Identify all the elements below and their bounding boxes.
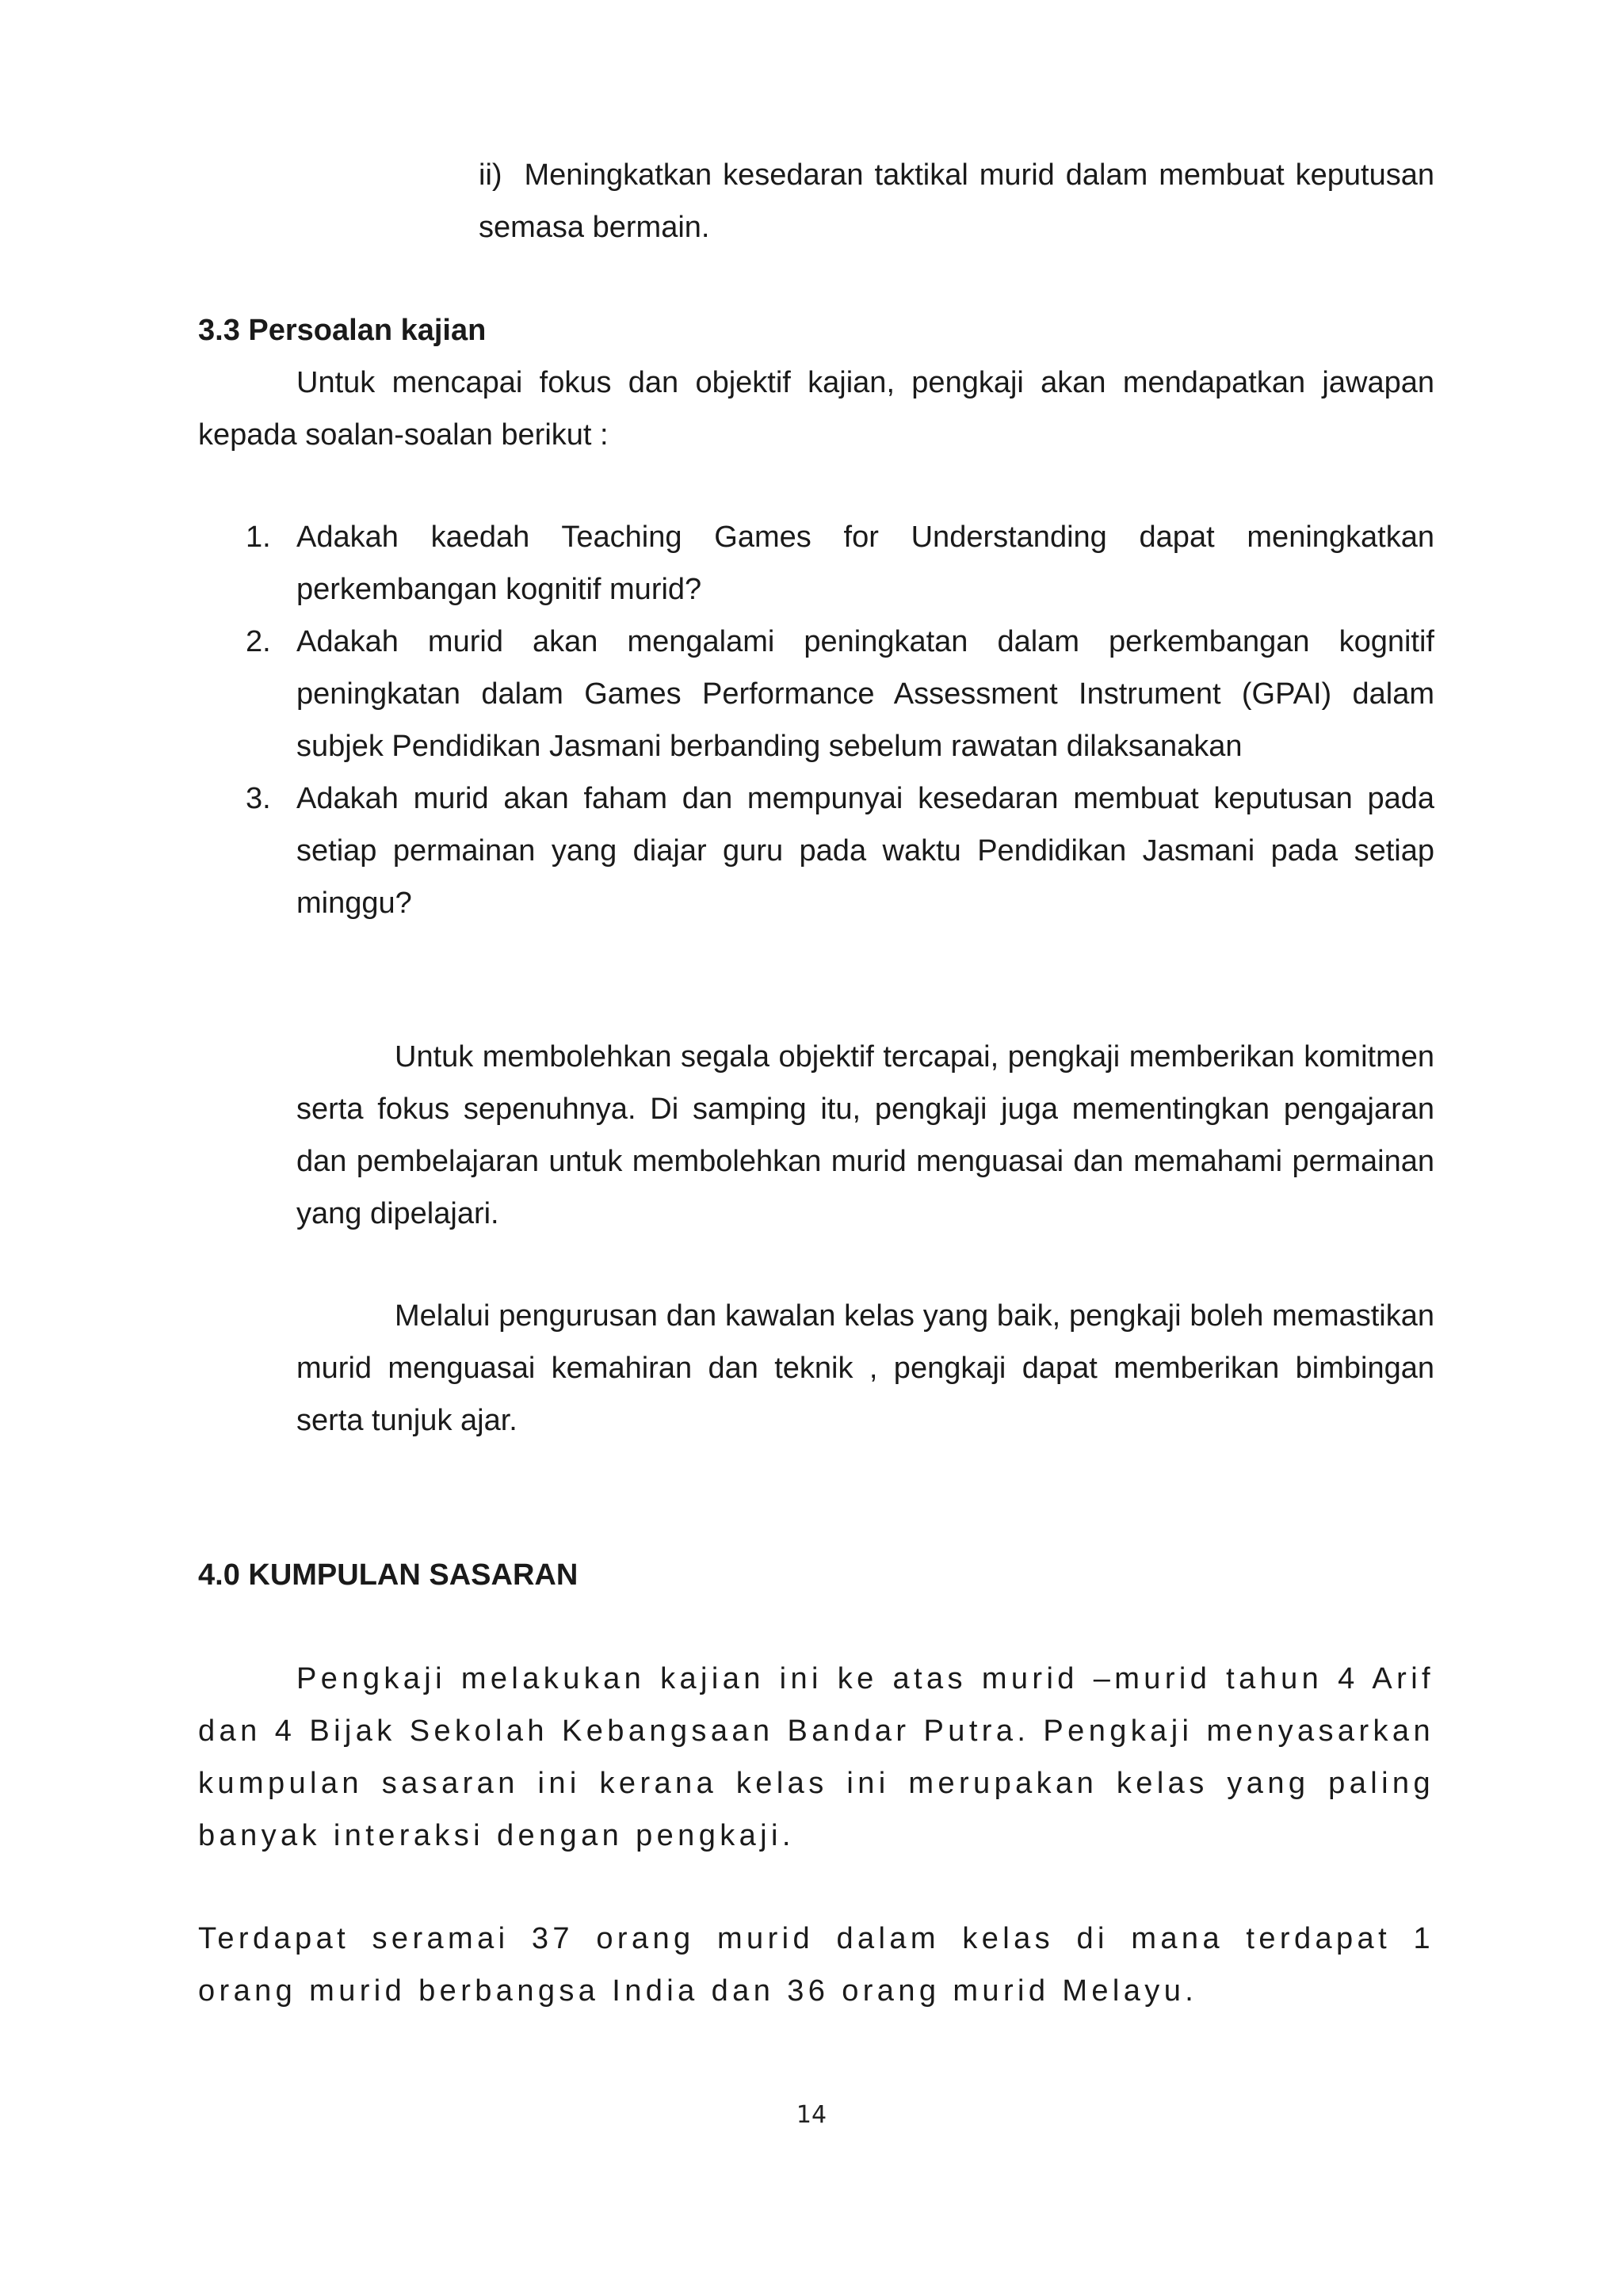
list-item xyxy=(198,772,1434,929)
target-group-paragraph: Pengkaji melakukan kajian ini ke atas murid –murid tahun 4 Arif dan 4 Bijak Sekolah Kebangsaan Bandar Putra. Pengkaji menyasarkan kumpulan sasaran ini kerana kelas ini merupakan kelas yang paling banyak interaksi dengan pengkaji. xyxy=(198,1662,1434,1852)
list-item-number: 3. xyxy=(246,782,271,815)
list-item-text: Adakah kaedah Teaching Games for Understanding dapat meningkatkan perkembangan kognitif murid? xyxy=(296,521,1434,606)
section-4-0-heading: 4.0 KUMPULAN SASARAN xyxy=(198,1558,579,1592)
objective-ii-marker: ii) xyxy=(479,158,502,192)
commitment-paragraph: Untuk membolehkan segala objektif tercapai, pengkaji memberikan komitmen serta fokus sepenuhnya. Di samping itu, pengkaji juga mementingkan pengajaran dan pembelajaran untuk membolehkan murid menguasai dan memahami permainan yang dipelajari. xyxy=(296,1040,1434,1230)
list-item xyxy=(198,616,1434,772)
list-item-number: 2. xyxy=(246,625,271,658)
list-item-text: Adakah murid akan mengalami peningkatan dalam perkembangan kognitif peningkatan dalam Games Performance Assessment Instrument (GPAI) dalam subjek Pendidikan Jasmani berbanding sebelum rawatan dilaksanakan xyxy=(296,625,1434,763)
section-3-3-intro: Untuk mencapai fokus dan objektif kajian, pengkaji akan mendapatkan jawapan kepada soalan-soalan berikut : xyxy=(198,366,1434,452)
list-item-text: Adakah murid akan faham dan mempunyai kesedaran membuat keputusan pada setiap permainan yang diajar guru pada waktu Pendidikan Jasmani pada setiap minggu? xyxy=(296,782,1434,920)
student-count-paragraph: Terdapat seramai 37 orang murid dalam kelas di mana terdapat 1 orang murid berbangsa India dan 36 orang murid Melayu. xyxy=(198,1922,1434,2008)
section-3-3-heading: 3.3 Persoalan kajian xyxy=(198,314,487,347)
objective-ii-paragraph xyxy=(479,149,1434,254)
classroom-management-paragraph: Melalui pengurusan dan kawalan kelas yang baik, pengkaji boleh memastikan murid menguasai kemahiran dan teknik , pengkaji dapat memberikan bimbingan serta tunjuk ajar. xyxy=(296,1299,1434,1437)
list-item-number: 1. xyxy=(246,521,271,554)
page-number: 14 xyxy=(796,2101,827,2129)
objective-ii-text: Meningkatkan kesedaran taktikal murid dalam membuat keputusan semasa bermain. xyxy=(479,158,1434,244)
list-item xyxy=(198,511,1434,616)
research-questions-list xyxy=(198,511,1434,929)
